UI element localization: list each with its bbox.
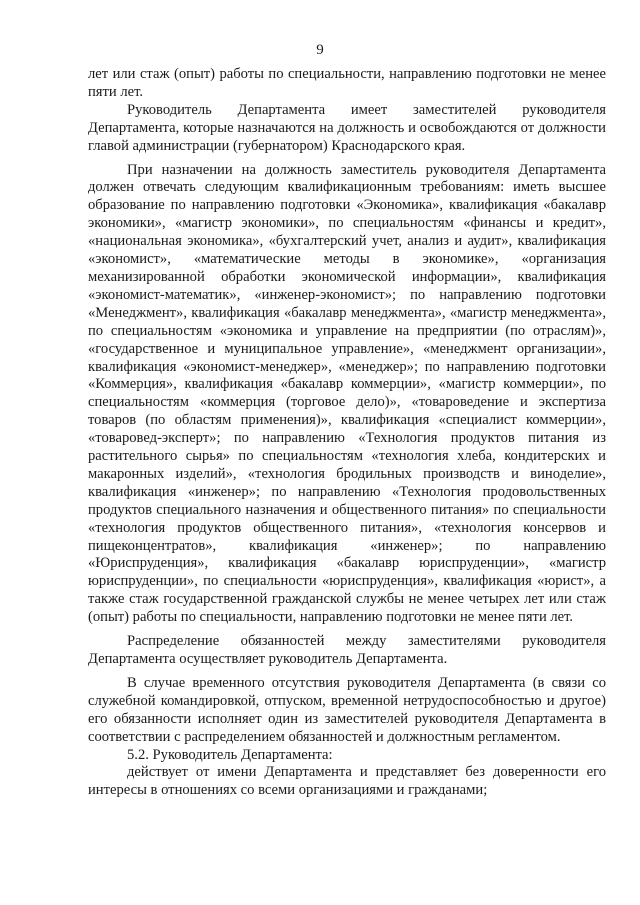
paragraph-duty-distribution: Распределение обязанностей между заместителями руководителя Департамента осуществляет руководитель Департамента. [88,633,606,667]
paragraph-continuation: лет или стаж (опыт) работы по специальности, направлению подготовки не менее пяти лет. [88,66,606,100]
section-heading-5-2: 5.2. Руководитель Департамента: [127,746,333,763]
page-number: 9 [316,42,324,58]
document-body [88,66,606,800]
paragraph-temporary-absence: В случае временного отсутствия руководителя Департамента (в связи со служебной командировкой, отпуском, временной нетрудоспособностью и другое) его обязанности исполняет один из заместителей руководителя Департамента в соответствии с распределением обязанностей и должностным регламентом. [88,674,606,745]
paragraph-acts-on-behalf: действует от имени Департамента и представляет без доверенности его интересы в отношениях со всеми организациями и гражданами; [88,764,606,799]
paragraph-deputies: Руководитель Департамента имеет заместителей руководителя Департамента, которые назначаются на должность и освобождаются от должности главой администрации (губернатором) Краснодарского края. [88,101,606,154]
paragraph-qualification-requirements: При назначении на должность заместитель руководителя Департамента должен отвечать следующим квалификационным требованиям: иметь высшее образование по направлению подготовки «Экономика», квалификация «бакалавр экономики», «магистр экономики», по специальностям «финансы и кредит», «национальная экономика», «бухгалтерский учет, анализ и аудит», квалификация «экономист», «математические методы в экономике», «организация механизированной обработки экономической информации», квалификация «экономист-математик», «инженер-экономист»; по направлению подготовки «Менеджмент», квалификация «бакалавр менеджмента», «магистр менеджмента», по специальностям «экономика и управление на предприятии (по отраслям)», «государственное и муниципальное управление», «менеджмент организации», квалификация «экономист-менеджер», «менеджер»; по направлению подготовки «Коммерция», квалификация «бакалавр коммерции», «магистр коммерции», по специальностям «коммерция (торговое дело)», «товароведение и экспертиза товаров (по областям применения)», квалификация «специалист коммерции», «товаровед-эксперт»; по направлению «Технология продуктов питания из растительного сырья» по специальностям «технология хлеба, кондитерских и макаронных изделий», «технология бродильных производств и виноделие», квалификация «инженер»; по направлению «Технология продовольственных продуктов специального назначения и общественного питания» по специальности «технология продуктов общественного питания», «технология консервов и пищеконцентратов», квалификация «инженер»; по направлению «Юриспруденция», квалификация «бакалавр юриспруденции», «магистр юриспруденции», по специальности «юриспруденция», квалификация «юрист», а также стаж государственной гражданской службы не менее четырех лет или стаж (опыт) работы по специальности, направлению подготовки не менее пяти лет. [88,161,606,626]
